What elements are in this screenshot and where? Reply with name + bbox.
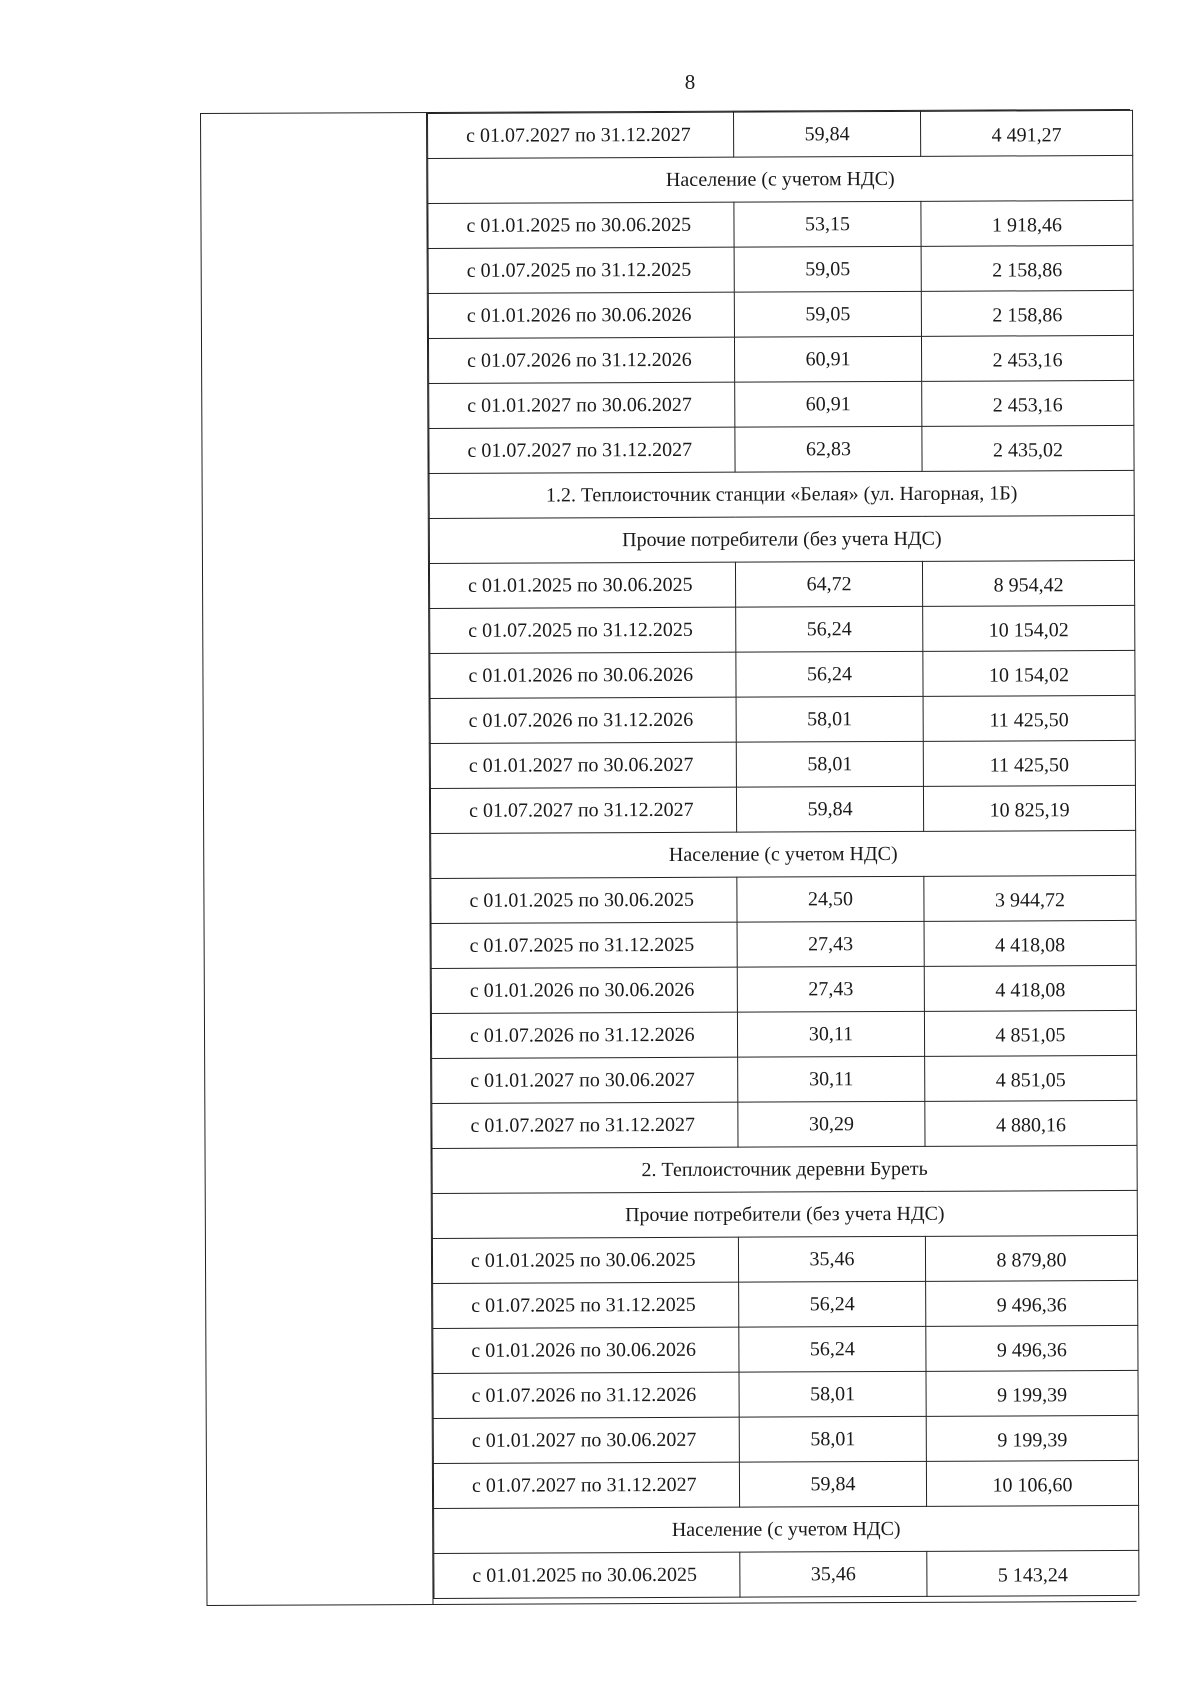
- table-row: [428, 110, 1133, 158]
- period-cell: с 01.01.2027 по 30.06.2027: [429, 382, 735, 428]
- tariff-value-cell: 8 879,80: [925, 1235, 1137, 1281]
- rate-value-cell: 58,01: [736, 741, 923, 787]
- section-header-row: [428, 155, 1133, 203]
- table-row: [433, 1325, 1138, 1373]
- rate-value-cell: 27,43: [737, 921, 924, 967]
- table-row: [432, 1235, 1137, 1283]
- period-cell: с 01.01.2027 по 30.06.2027: [432, 1057, 738, 1103]
- tariff-value-cell: 11 425,50: [923, 695, 1135, 741]
- tariff-value-cell: 2 158,86: [921, 290, 1133, 336]
- period-cell: с 01.07.2025 по 31.12.2025: [433, 1282, 739, 1328]
- tariff-value-cell: 2 435,02: [922, 425, 1134, 471]
- table-row: [434, 1550, 1139, 1598]
- table-row: [431, 965, 1136, 1013]
- period-cell: с 01.01.2026 по 30.06.2026: [428, 292, 734, 338]
- tariff-value-cell: 10 154,02: [923, 650, 1135, 696]
- table-row: [431, 875, 1136, 923]
- tariff-value-cell: 9 496,36: [926, 1325, 1138, 1371]
- period-cell: с 01.07.2025 по 31.12.2025: [428, 247, 734, 293]
- period-cell: с 01.01.2025 по 30.06.2025: [434, 1552, 740, 1598]
- tariff-value-cell: 4 851,05: [925, 1055, 1137, 1101]
- tariff-value-cell: 4 418,08: [924, 965, 1136, 1011]
- table-row: [431, 1010, 1136, 1058]
- table-row: [432, 1055, 1137, 1103]
- period-cell: с 01.07.2027 по 31.12.2027: [432, 1102, 738, 1148]
- section-header: 1.2. Теплоисточник станции «Белая» (ул. Нагорная, 1Б): [429, 470, 1134, 518]
- period-cell: с 01.07.2027 по 31.12.2027: [428, 112, 734, 158]
- table-row: [429, 425, 1134, 473]
- period-cell: с 01.07.2026 по 31.12.2026: [431, 1012, 737, 1058]
- period-cell: с 01.07.2027 по 31.12.2027: [433, 1462, 739, 1508]
- tariff-value-cell: 3 944,72: [924, 875, 1136, 921]
- rate-value-cell: 62,83: [735, 426, 922, 472]
- table-row: [433, 1460, 1138, 1508]
- period-cell: с 01.01.2025 по 30.06.2025: [429, 562, 735, 608]
- table-row: [429, 380, 1134, 428]
- period-cell: с 01.07.2027 по 31.12.2027: [430, 787, 736, 833]
- section-header-row: [429, 515, 1134, 563]
- tariff-value-cell: 11 425,50: [923, 740, 1135, 786]
- table-row: [428, 245, 1133, 293]
- period-cell: с 01.07.2026 по 31.12.2026: [433, 1372, 739, 1418]
- period-cell: с 01.07.2026 по 31.12.2026: [430, 697, 736, 743]
- rate-value-cell: 30,29: [738, 1101, 925, 1147]
- rate-value-cell: 35,46: [738, 1236, 925, 1282]
- period-cell: с 01.01.2025 по 30.06.2025: [432, 1237, 738, 1283]
- rate-value-cell: 56,24: [736, 651, 923, 697]
- table-row: [428, 290, 1133, 338]
- table-row: [428, 335, 1133, 383]
- rate-value-cell: 60,91: [734, 336, 921, 382]
- left-empty-column: [201, 113, 434, 1605]
- rate-value-cell: 58,01: [739, 1416, 926, 1462]
- rate-value-cell: 60,91: [735, 381, 922, 427]
- period-cell: с 01.07.2025 по 31.12.2025: [431, 922, 737, 968]
- tariff-table-body: [428, 110, 1139, 1598]
- rate-value-cell: 59,84: [736, 786, 923, 832]
- section-header: Население (с учетом НДС): [431, 830, 1136, 878]
- rate-value-cell: 30,11: [738, 1056, 925, 1102]
- rate-value-cell: 59,05: [734, 291, 921, 337]
- rate-value-cell: 53,15: [734, 201, 921, 247]
- table-row: [432, 1100, 1137, 1148]
- period-cell: с 01.01.2027 по 30.06.2027: [433, 1417, 739, 1463]
- table-row: [433, 1370, 1138, 1418]
- section-header: 2. Теплоисточник деревни Буреть: [432, 1145, 1137, 1193]
- section-header: Прочие потребители (без учета НДС): [429, 515, 1134, 563]
- table-row: [430, 740, 1135, 788]
- tariff-value-cell: 2 453,16: [921, 335, 1133, 381]
- section-header-row: [432, 1145, 1137, 1193]
- period-cell: с 01.07.2027 по 31.12.2027: [429, 427, 735, 473]
- section-header-row: [431, 830, 1136, 878]
- table-row: [430, 785, 1135, 833]
- period-cell: с 01.01.2025 по 30.06.2025: [431, 877, 737, 923]
- page-number: 8: [684, 70, 696, 94]
- tariff-value-cell: 4 851,05: [924, 1010, 1136, 1056]
- table-row: [430, 605, 1135, 653]
- rate-value-cell: 58,01: [739, 1371, 926, 1417]
- tariff-value-cell: 2 158,86: [921, 245, 1133, 291]
- rate-value-cell: 56,24: [736, 606, 923, 652]
- rate-value-cell: 56,24: [739, 1281, 926, 1327]
- tariff-table-frame: [200, 109, 1137, 1606]
- section-header-row: [432, 1190, 1137, 1238]
- tariff-value-cell: 10 154,02: [923, 605, 1135, 651]
- section-header: Население (с учетом НДС): [434, 1505, 1139, 1553]
- period-cell: с 01.01.2026 по 30.06.2026: [431, 967, 737, 1013]
- rate-value-cell: 56,24: [739, 1326, 926, 1372]
- table-row: [431, 920, 1136, 968]
- table-row: [428, 200, 1133, 248]
- tariff-value-cell: 10 106,60: [926, 1460, 1138, 1506]
- rate-value-cell: 24,50: [737, 876, 924, 922]
- period-cell: с 01.07.2026 по 31.12.2026: [428, 337, 734, 383]
- rate-value-cell: 59,05: [734, 246, 921, 292]
- tariff-value-cell: 9 496,36: [926, 1280, 1138, 1326]
- rate-value-cell: 59,84: [739, 1461, 926, 1507]
- period-cell: с 01.01.2027 по 30.06.2027: [430, 742, 736, 788]
- rate-value-cell: 59,84: [734, 111, 921, 157]
- period-cell: с 01.01.2026 по 30.06.2026: [433, 1327, 739, 1373]
- period-cell: с 01.01.2025 по 30.06.2025: [428, 202, 734, 248]
- table-row: [433, 1415, 1138, 1463]
- tariff-value-cell: 8 954,42: [922, 560, 1134, 606]
- tariff-value-cell: 1 918,46: [921, 200, 1133, 246]
- tariff-table: [427, 110, 1139, 1599]
- rate-value-cell: 27,43: [737, 966, 924, 1012]
- section-header: Прочие потребители (без учета НДС): [432, 1190, 1137, 1238]
- period-cell: с 01.07.2025 по 31.12.2025: [430, 607, 736, 653]
- section-header: Население (с учетом НДС): [428, 155, 1133, 203]
- section-header-row: [434, 1505, 1139, 1553]
- tariff-value-cell: 9 199,39: [926, 1370, 1138, 1416]
- period-cell: с 01.01.2026 по 30.06.2026: [430, 652, 736, 698]
- tariff-value-cell: 4 880,16: [925, 1100, 1137, 1146]
- tariff-value-cell: 9 199,39: [926, 1415, 1138, 1461]
- table-row: [429, 560, 1134, 608]
- tariff-value-cell: 10 825,19: [923, 785, 1135, 831]
- table-row: [430, 650, 1135, 698]
- table-row: [430, 695, 1135, 743]
- rate-value-cell: 58,01: [736, 696, 923, 742]
- section-header-row: [429, 470, 1134, 518]
- table-row: [433, 1280, 1138, 1328]
- tariff-value-cell: 5 143,24: [927, 1550, 1139, 1596]
- tariff-value-cell: 4 491,27: [920, 110, 1132, 156]
- rate-value-cell: 30,11: [737, 1011, 924, 1057]
- tariff-value-cell: 2 453,16: [922, 380, 1134, 426]
- tariff-value-cell: 4 418,08: [924, 920, 1136, 966]
- rate-value-cell: 64,72: [735, 561, 922, 607]
- rate-value-cell: 35,46: [740, 1551, 927, 1597]
